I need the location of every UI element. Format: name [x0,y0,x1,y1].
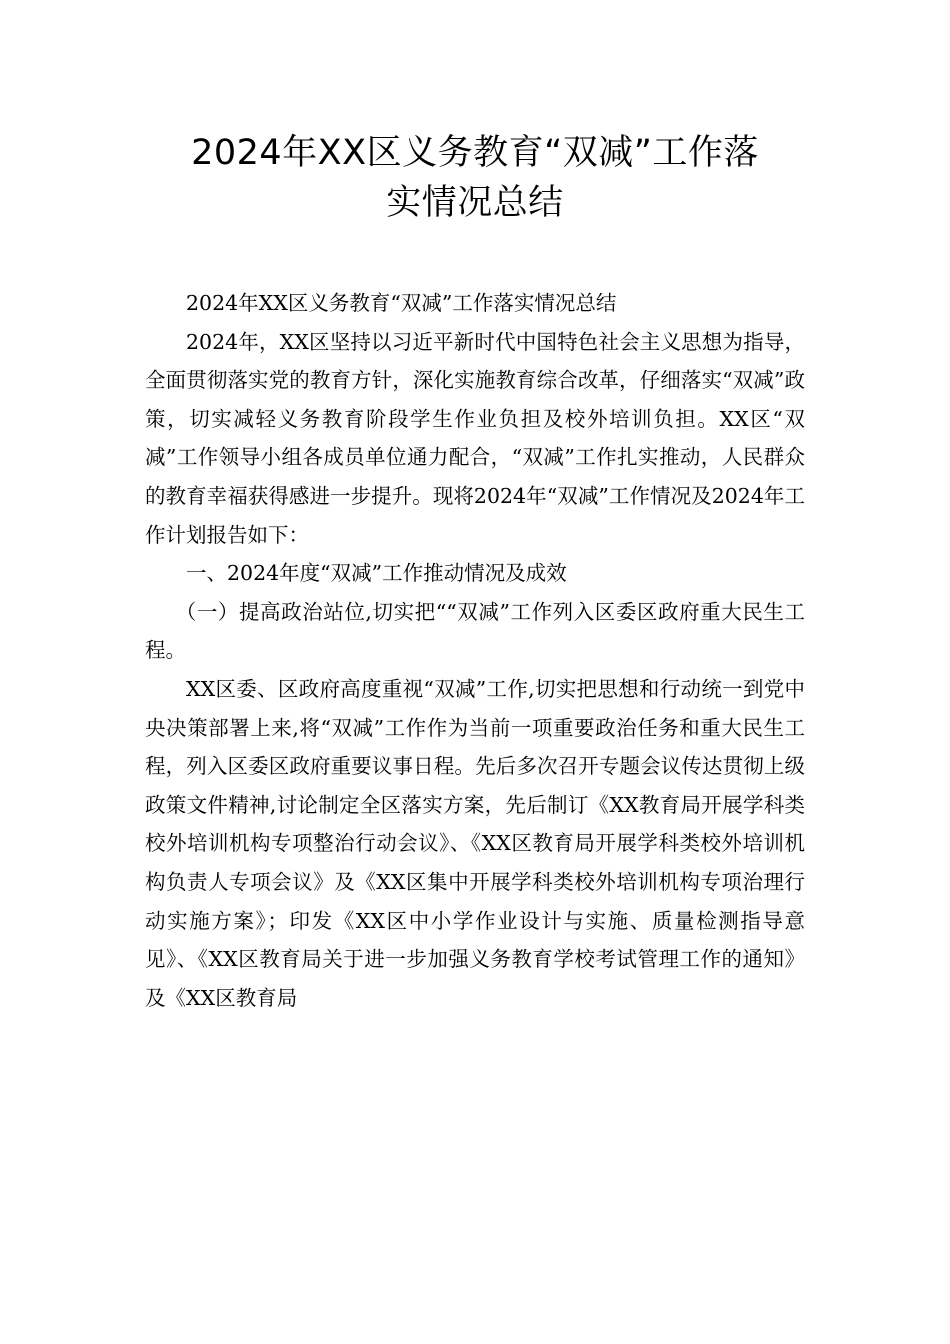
title-line-1: 2024年XX区义务教育“双减”工作落 [191,133,759,173]
title-line-2: 实情况总结 [386,183,564,223]
paragraph-intro: 2024年，XX区坚持以习近平新时代中国特色社会主义思想为指导，全面贯彻落实党的教育方针，深化实施教育综合改革，仔细落实“双减”政策，切实减轻义务教育阶段学生作业负担及校外培训负担。XX区“双减”工作领导小组各成员单位通力配合，“双减”工作扎实推动，人民群众的教育幸福获得感进一步提升。现将2024年“双减”工作情况及2024年工作计划报告如下： [145,329,805,547]
document-body [145,284,805,1017]
section-heading-1: 一、2024年度“双减”工作推动情况及成效 [186,561,567,586]
document-title [100,128,850,228]
subsection-heading-1: （一）提高政治站位,切实把““双减”工作列入区委区政府重大民生工程。 [145,599,805,663]
paragraph-subtitle: 2024年XX区义务教育“双减”工作落实情况总结 [186,291,617,315]
paragraph-body-1: XX区委、区政府高度重视“双减”工作,切实把思想和行动统一到党中央决策部署上来,将“双减”工作作为当前一项重要政治任务和重大民生工程，列入区委区政府重要议事日程。先后多次召开专题会议传达贯彻上级政策文件精神,讨论制定全区落实方案，先后制订《XX教育局开展学科类校外培训机构专项整治行动会议》、《XX区教育局开展学科类校外培训机构负责人专项会议》及《XX区集中开展学科类校外培训机构专项治理行动实施方案》；印发《XX区中小学作业设计与实施、质量检测指导意见》、《XX区教育局关于进一步加强义务教育学校考试管理工作的通知》及《XX区教育局 [145,676,805,1010]
